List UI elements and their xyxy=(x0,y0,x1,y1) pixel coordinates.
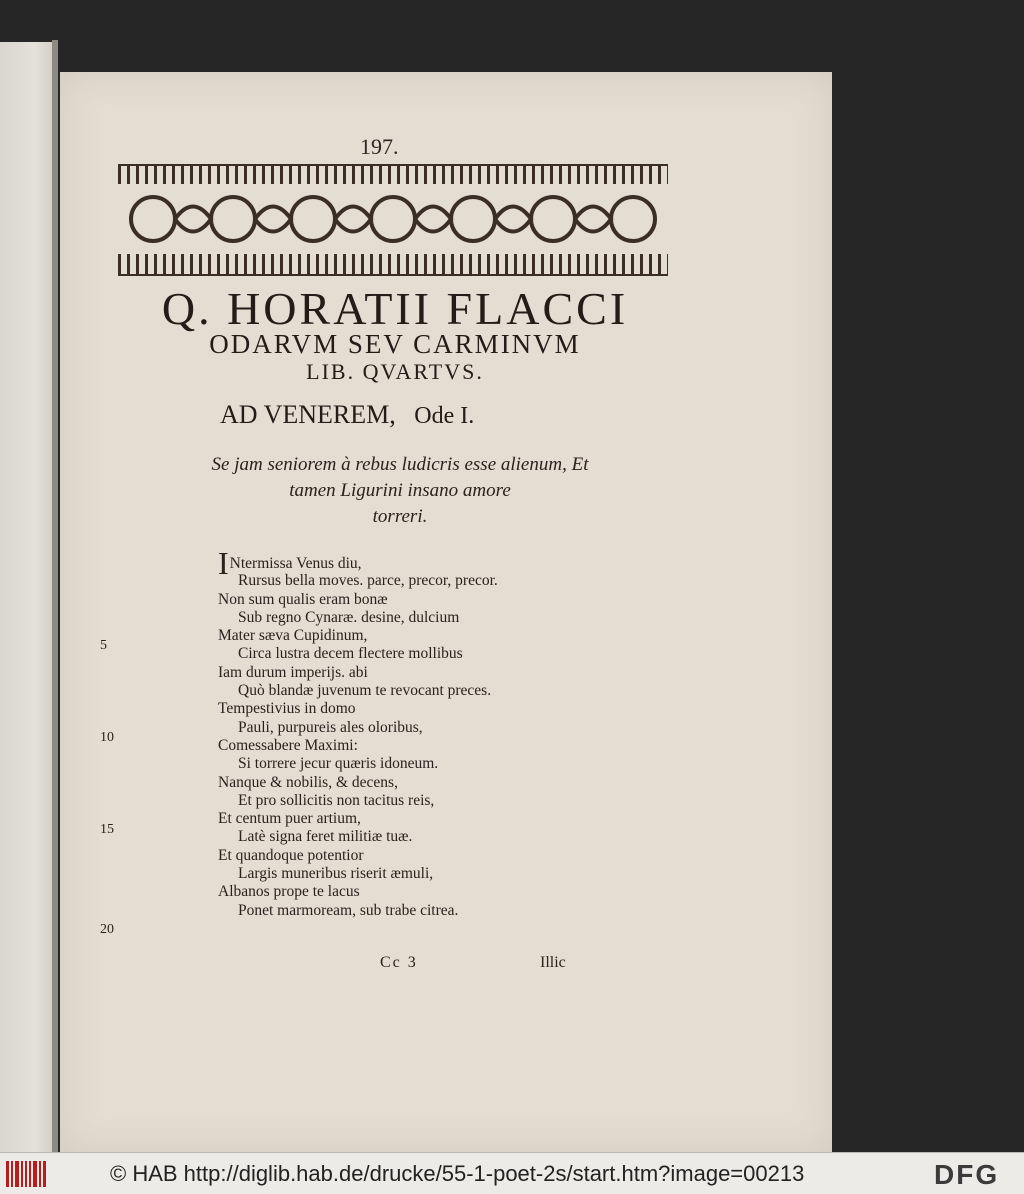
verse-line: Et quandoque potentior xyxy=(218,846,364,864)
verse-line: Et centum puer artium, xyxy=(218,810,361,828)
verse-line: Sub regno Cynaræ. desine, dulcium xyxy=(238,608,460,626)
ode-heading xyxy=(220,400,474,430)
line-number: 5 xyxy=(100,638,107,653)
book-gutter xyxy=(52,40,58,1152)
verse-line: Nanque & nobilis, & decens, xyxy=(218,773,398,791)
verse-line: INtermissa Venus diu, xyxy=(218,545,362,581)
argument-line: Se jam seniorem à rebus ludicris esse alienum, Et xyxy=(211,454,589,475)
verse-line: Non sum qualis eram bonæ xyxy=(218,590,388,608)
catchword: Illic xyxy=(540,954,566,971)
verse-line: Quò blandæ juvenum te revocant preces. xyxy=(238,682,492,700)
verse-line: Rursus bella moves. parce, precor, precor. xyxy=(238,572,498,590)
verse-line: Tempestivius in domo xyxy=(218,700,356,718)
poem-text xyxy=(218,545,498,920)
hab-barcode-icon xyxy=(6,1161,46,1187)
verse-line: Iam durum imperijs. abi xyxy=(218,663,368,681)
verse-line: Si torrere jecur quæris idoneum. xyxy=(238,755,439,773)
viewer-footer xyxy=(0,1152,1024,1194)
line-number: 15 xyxy=(100,822,114,837)
argument-line: torreri. xyxy=(372,506,428,527)
title-book: LIB. QVARTVS. xyxy=(306,359,484,384)
ode-title: AD VENEREM, xyxy=(220,400,396,429)
verse-line: Et pro sollicitis non tacitus reis, xyxy=(238,791,435,809)
ode-argument xyxy=(170,452,630,530)
line-number: 10 xyxy=(100,730,114,745)
title-work: ODARVM SEV CARMINVM xyxy=(209,329,581,359)
verse-line: Largis muneribus riserit æmuli, xyxy=(238,865,434,883)
drop-cap: I xyxy=(218,545,229,581)
page-number: 197. xyxy=(360,134,399,159)
title-author: Q. HORATII FLACCI xyxy=(161,283,629,334)
verse-line: Mater sæva Cupidinum, xyxy=(218,627,368,645)
line-number: 20 xyxy=(100,922,114,937)
previous-page-edge xyxy=(0,42,58,1152)
signature-mark: Cc 3 xyxy=(380,954,418,971)
book-page xyxy=(60,72,832,1152)
verse-line: Latè signa feret militiæ tuæ. xyxy=(238,828,413,846)
argument-line: tamen Ligurini insano amore xyxy=(289,480,511,501)
ornament-icon xyxy=(118,184,668,254)
copyright-url[interactable]: © HAB http://diglib.hab.de/drucke/55-1-poet-2s/start.htm?image=00213 xyxy=(110,1161,805,1186)
dfg-logo: DFG xyxy=(934,1159,1000,1190)
verse-line: Pauli, purpureis ales oloribus, xyxy=(238,718,423,736)
verse-line: Ponet marmoream, sub trabe citrea. xyxy=(238,901,459,919)
decorative-headpiece xyxy=(118,164,668,276)
verse-line: Albanos prope te lacus xyxy=(218,883,360,901)
verse-line: Comessabere Maximi: xyxy=(218,736,358,754)
ode-number: Ode I. xyxy=(414,403,475,429)
verse-line: Circa lustra decem flectere mollibus xyxy=(238,645,463,663)
